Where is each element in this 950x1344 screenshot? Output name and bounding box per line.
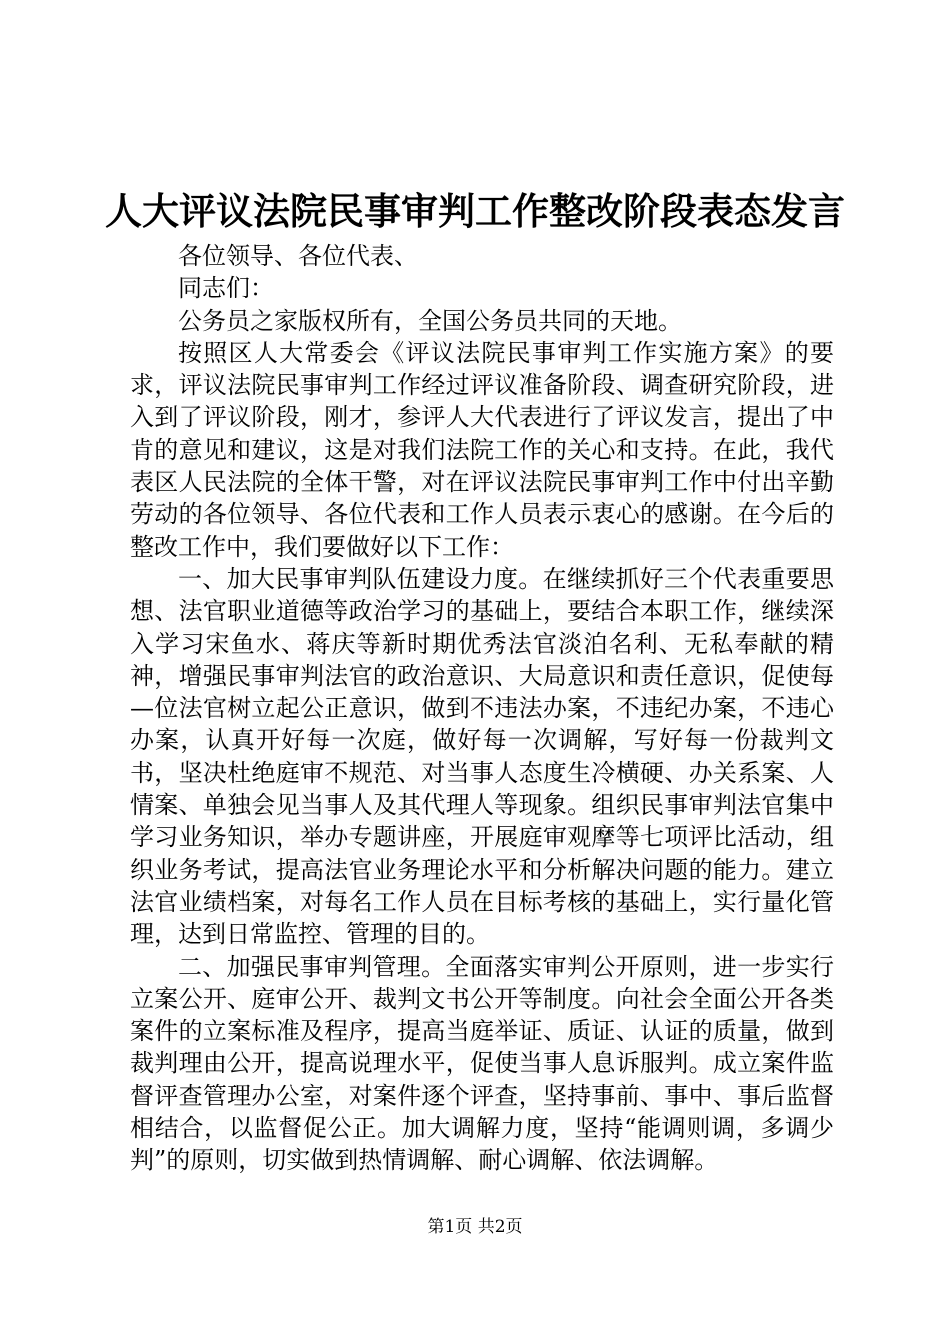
document-title: 人大评议法院民事审判工作整改阶段表态发言 [105, 189, 845, 233]
section-two-paragraph: 二、加强民事审判管理。全面落实审判公开原则，进一步实行立案公开、庭审公开、裁判文书公开等制度。向社会全面公开各类案件的立案标准及程序，提高当庭举证、质证、认证的质量，做到裁判理由公开，提高说理水平，促使当事人息诉服判。成立案件监督评查管理办公室，对案件逐个评查，坚持事前、事中、事后监督相结合，以监督促公正。加大调解力度，坚持“能调则调，多调少判”的原则，切实做到热情调解、耐心调解、依法调解。 [130, 952, 834, 1175]
page-number-footer: 第1页 共2页 [427, 1217, 523, 1237]
document-body [130, 240, 834, 1177]
salutation-line-1: 各位领导、各位代表、 [178, 242, 418, 270]
copyright-line: 公务员之家版权所有，全国公务员共同的天地。 [178, 306, 682, 335]
section-one-paragraph: 一、加大民事审判队伍建设力度。在继续抓好三个代表重要思想、法官职业道德等政治学习的基础上，要结合本职工作，继续深入学习宋鱼水、蒋庆等新时期优秀法官淡泊名利、无私奉献的精神，增强民事审判法官的政治意识、大局意识和责任意识，促使每—位法官树立起公正意识，做到不违法办案，不违纪办案，不违心办案，认真开好每一次庭，做好每一次调解，写好每一份裁判文书，坚决杜绝庭审不规范、对当事人态度生冷横硬、办关系案、人情案、单独会见当事人及其代理人等现象。组织民事审判法官集中学习业务知识，举办专题讲座，开展庭审观摩等七项评比活动，组织业务考试，提高法官业务理论水平和分析解决问题的能力。建立法官业绩档案，对每名工作人员在目标考核的基础上，实行量化管理，达到日常监控、管理的目的。 [130, 564, 834, 949]
intro-paragraph: 按照区人大常委会《评议法院民事审判工作实施方案》的要求，评议法院民事审判工作经过评议准备阶段、调查研究阶段，进入到了评议阶段，刚才，参评人大代表进行了评议发言，提出了中肯的意见和建议，这是对我们法院工作的关心和支持。在此，我代表区人民法院的全体干警，对在评议法院民事审判工作中付出辛勤劳动的各位领导、各位代表和工作人员表示衷心的感谢。在今后的整改工作中，我们要做好以下工作： [130, 338, 834, 561]
salutation-line-2: 同志们： [178, 274, 274, 303]
